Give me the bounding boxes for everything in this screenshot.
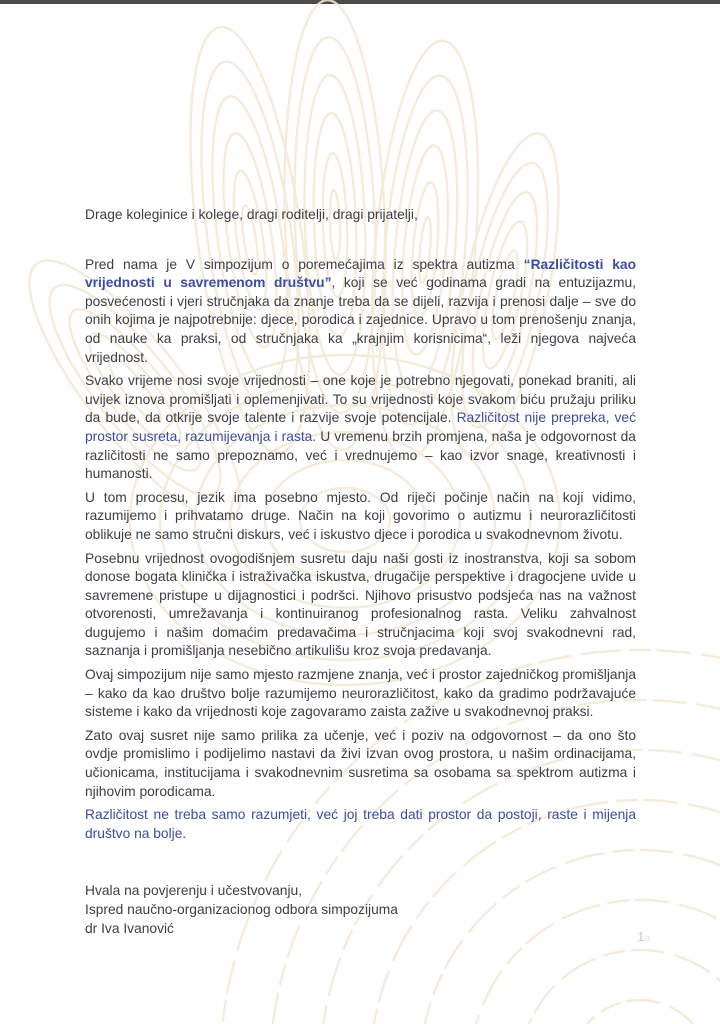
signature-line-committee: Ispred naučno-organizacionog odbora simpozijuma (85, 902, 398, 917)
text-segment: U tom procesu, jezik ima posebno mjesto. Od riječi počinje način na koji vidimo, razumijemo i prihvatamo druge. Način na koji govorimo o autizmu i neurorazličitosti oblikuje ne samo stručni diskurs, već i iskustvo djece i porodica u svakodnevnom životu. (85, 489, 636, 542)
text-segment: Različitost nije prepreka, već prostor susreta, razumijevanja i rasta. (85, 410, 636, 444)
text-segment: Posebnu vrijednost ovogodišnjem susretu daju naši gosti iz inostranstva, koji sa sobom donose bogata klinička i istraživačka iskustva, drugačije perspektive i dragocjene uvide u savremene pristupe u dijagnostici i podršci. Njihovo prisustvo podsjeća nas na važnost otvorenosti, umrežavanja i kontinuiranog profesionalnog rasta. Veliku zahvalnost dugujemo i našim domaćim predavačima i stručnjacima koji svoj svakodnevni rad, saznanja i promišljanja nesebično artikulišu kroz svoja predavanja. (85, 550, 636, 659)
text-segment: Ovaj simpozijum nije samo mjesto razmjene znanja, već i prostor zajedničkog promišljanja – kako da kao društvo bolje razumijemo neurorazličitost, kako da gradimo podržavajuće sisteme i kako da vrijednosti koje zagovaramo zaista zažive u svakodnevnoj praksi. (85, 667, 636, 720)
signature-line-thanks: Hvala na povjerenju i učestvovanju, (85, 883, 303, 899)
text-segment: Svako vrijeme nosi svoje vrijednosti – one koje je potrebno njegovati, ponekad braniti, ali uvijek iznova promišljati i oplemenjivati. To su vrijednosti koje svakom biću pružaju priliku da bude, da otkrije svoje talente i razvije svoje potencijale. (85, 373, 636, 426)
page-number-suffix: a (644, 933, 650, 944)
page-number (637, 929, 650, 944)
paragraph-1 (85, 256, 636, 368)
paragraph-6 (85, 727, 636, 801)
top-border-bar (0, 0, 720, 4)
text-segment: U vremenu brzih promjena, naša je odgovornost da različitosti ne samo prepoznamo, već i vrednujemo – kao izvor snage, kreativnosti i humanosti. (85, 428, 636, 482)
text-segment: Zato ovaj susret nije samo prilika za učenje, već i poziv na odgovornost – da ono što ovdje promislimo i podijelimo nastavi da živi izvan ovog prostora, u našim ordinacijama, učionicama, institucijama i svakodnevnim susretima sa osobama sa spektrom autizma i njihovim porodicama. (85, 727, 636, 799)
greeting-line: Drage koleginice i kolege, dragi roditelji, dragi prijatelji, (85, 207, 418, 222)
text-segment: Različitost ne treba samo razumjeti, već joj treba dati prostor da postoji, raste i mijenja društvo na bolje. (85, 807, 636, 841)
paragraph-2 (85, 372, 636, 484)
text-segment: Pred nama je V simpozijum o poremećajima iz spektra autizma (85, 256, 524, 272)
paragraph-5 (85, 666, 636, 722)
signature-line-name: dr Iva Ivanović (85, 920, 174, 936)
paragraph-4 (85, 550, 636, 662)
text-segment: “Različitosti kao vrijednosti u savremenom društvu” (85, 256, 636, 291)
letter-body (85, 206, 636, 938)
page-number-value: 1 (637, 929, 645, 944)
paragraph-3 (85, 489, 636, 545)
closing-statement-paragraph (85, 806, 636, 843)
text-segment: , koji se već godinama gradi na entuzijazmu, posvećenosti i vjeri stručnjaka da znanje treba da se dijeli, razvija i prenosi dalje – sve do onih kojima je najpotrebnije: djece, porodica i zajednice. Upravo u tom prenošenju znanja, od nauke ka praksi, od stručnjaka ka „krajnjim korisnicima“, leži njegova najveća vrijednost. (85, 275, 636, 365)
signature-block (85, 882, 636, 938)
